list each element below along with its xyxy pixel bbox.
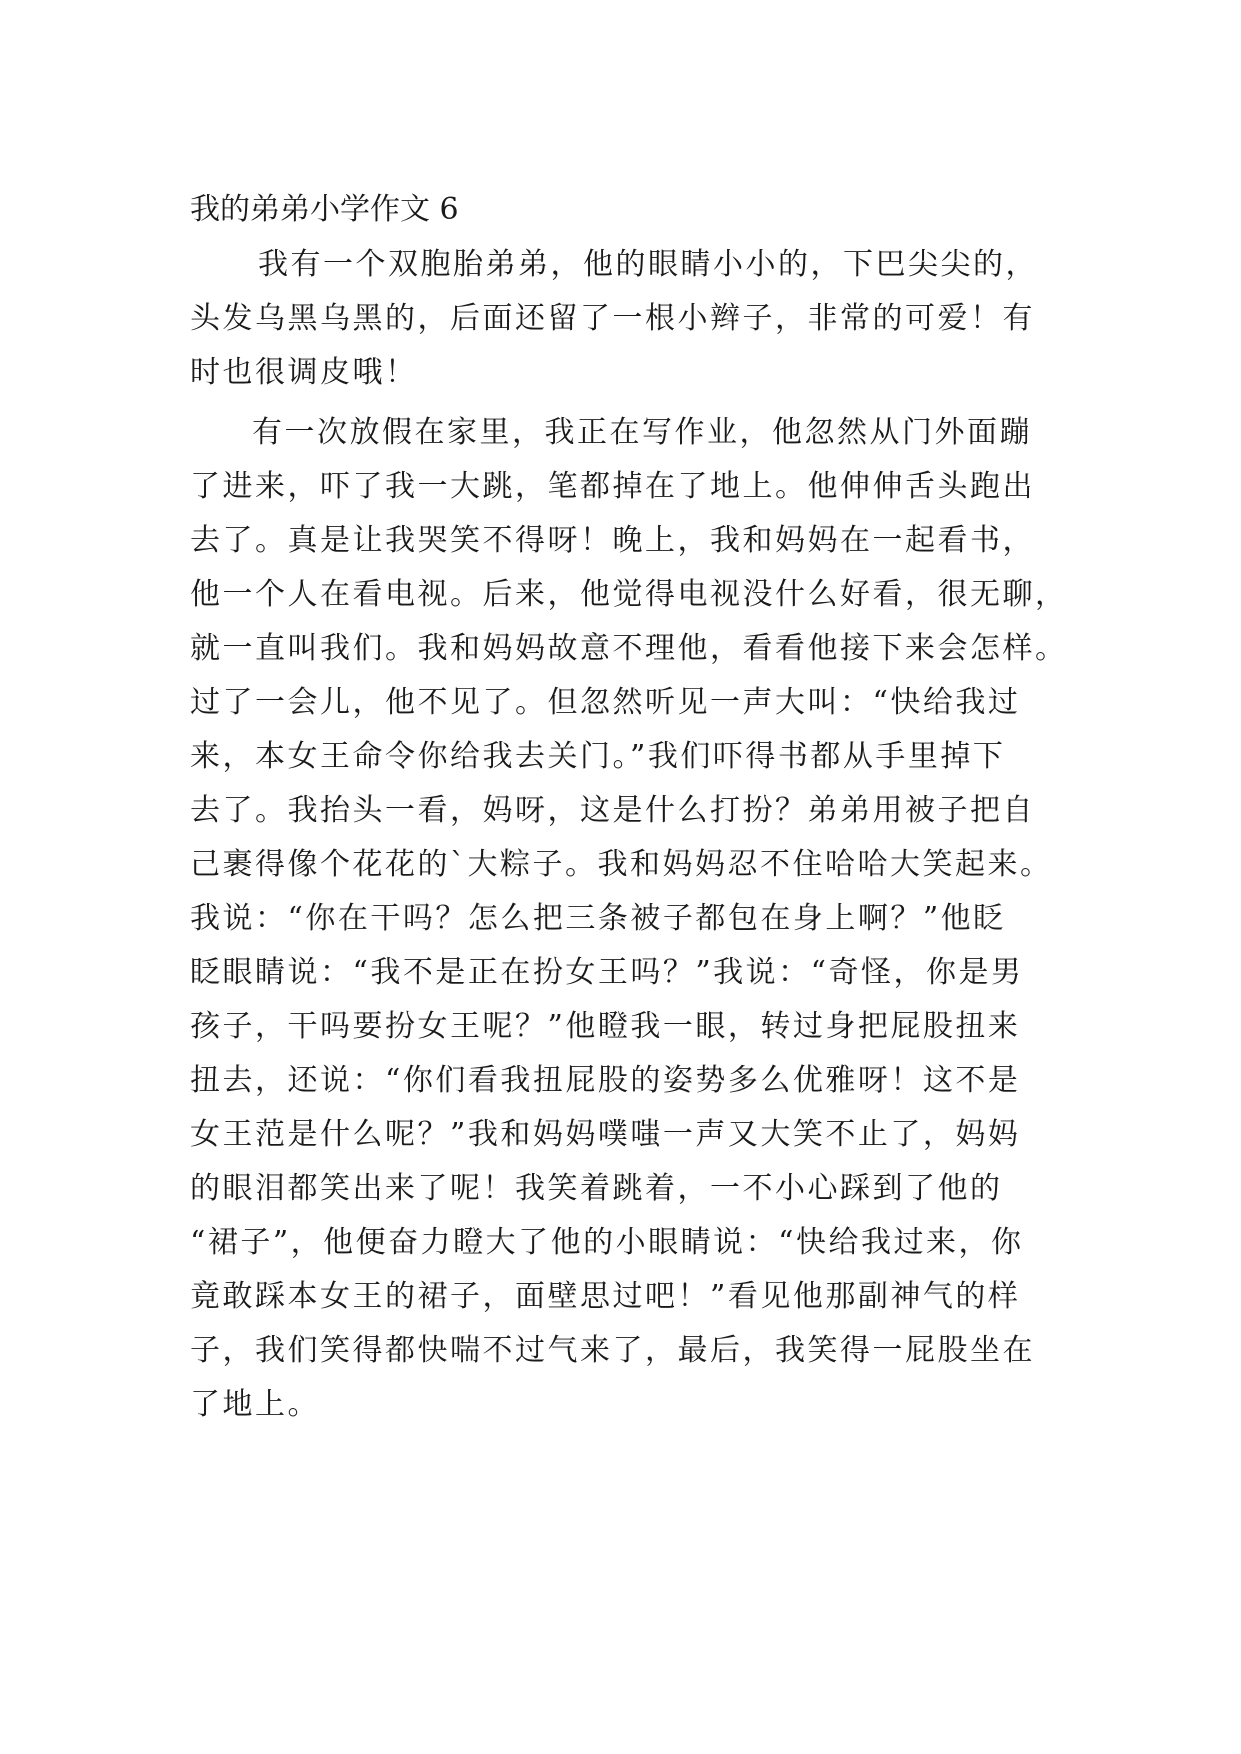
paragraph-2 — [190, 406, 1070, 1432]
paragraph-line: 我有一个双胞胎弟弟，他的眼睛小小的，下巴尖尖的， — [258, 247, 1038, 282]
paragraph-1 — [190, 238, 1070, 400]
paragraph-line: 我说：“你在干吗？怎么把三条被子都包在身上啊？”他眨 — [190, 901, 1006, 936]
paragraph-line: 去了。真是让我哭笑不得呀！晚上，我和妈妈在一起看书， — [190, 523, 1035, 558]
paragraph-line: 过了一会儿，他不见了。但忽然听见一声大叫：“快给我过 — [190, 685, 1021, 720]
paragraph-line: 了进来，吓了我一大跳，笔都掉在了地上。他伸伸舌头跑出 — [190, 469, 1035, 504]
paragraph-line: 来，本女王命令你给我去关门。”我们吓得书都从手里掉下 — [190, 739, 1006, 774]
document-title: 我的弟弟小学作文 6 — [190, 192, 459, 227]
paragraph-line: 子，我们笑得都快喘不过气来了，最后，我笑得一屁股坐在 — [190, 1333, 1035, 1368]
paragraph-line: 孩子，干吗要扮女王呢？”他瞪我一眼，转过身把屁股扭来 — [190, 1009, 1021, 1044]
paragraph-line: 有一次放假在家里，我正在写作业，他忽然从门外面蹦 — [252, 415, 1032, 450]
paragraph-line: 时也很调皮哦！ — [190, 355, 418, 390]
paragraph-line: 去了。我抬头一看，妈呀，这是什么打扮？弟弟用被子把自 — [190, 793, 1035, 828]
paragraph-line: 眨眼睛说：“我不是正在扮女王吗？”我说：“奇怪，你是男 — [190, 955, 1024, 990]
paragraph-line: 扭去，还说：“你们看我扭屁股的姿势多么优雅呀！这不是 — [190, 1063, 1021, 1098]
paragraph-line: 的眼泪都笑出来了呢！我笑着跳着，一不小心踩到了他的 — [190, 1171, 1003, 1206]
paragraph-line: “裙子”，他便奋力瞪大了他的小眼睛说：“快给我过来，你 — [190, 1225, 1024, 1260]
paragraph-line: 己裹得像个花花的`大粽子。我和妈妈忍不住哈哈大笑起来。 — [190, 847, 1053, 882]
paragraph-line: 了地上。 — [190, 1387, 320, 1422]
paragraph-line: 头发乌黑乌黑的，后面还留了一根小辫子，非常的可爱！有 — [190, 301, 1035, 336]
paragraph-line: 竟敢踩本女王的裙子，面壁思过吧！”看见他那副神气的样 — [190, 1279, 1021, 1314]
document-page — [190, 188, 1070, 1432]
paragraph-line: 他一个人在看电视。后来，他觉得电视没什么好看，很无聊， — [190, 577, 1068, 612]
paragraph-line: 女王范是什么呢？”我和妈妈噗嗤一声又大笑不止了，妈妈 — [190, 1117, 1021, 1152]
paragraph-line: 就一直叫我们。我和妈妈故意不理他，看看他接下来会怎样。 — [190, 631, 1068, 666]
